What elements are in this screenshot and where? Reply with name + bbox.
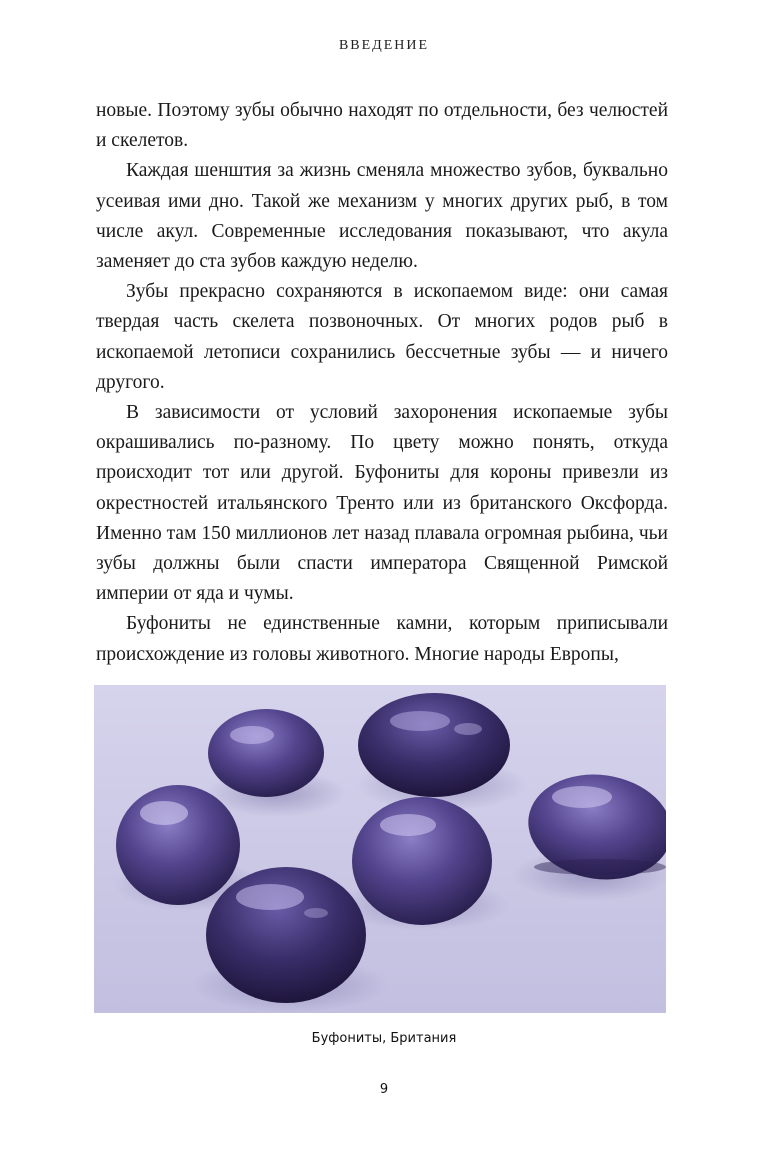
figure-photo	[94, 685, 666, 1013]
fossil-tooth	[206, 867, 366, 1003]
fossil-teeth-illustration	[94, 685, 666, 1013]
paragraph: Зубы прекрасно сохраняются в ископаемом виде: они самая твердая часть скелета позвоночных. От многих родов рыб в ископаемой летописи сохранились бессчетные зубы — и ничего другого.	[96, 281, 668, 393]
figure-caption: Буфониты, Британия	[311, 1031, 457, 1046]
fossil-tooth	[358, 693, 510, 797]
fossil-tooth	[116, 785, 240, 905]
running-head: ВВЕДЕНИЕ	[338, 38, 430, 53]
fossil-tooth	[352, 797, 492, 925]
paragraph: новые. Поэтому зубы обычно находят по отдельности, без челюстей и скелетов.	[96, 100, 668, 152]
fossil-tooth	[208, 709, 324, 797]
paragraph: В зависимости от условий захоронения ископаемые зубы окрашивались по-разному. По цвету можно понять, откуда происходит тот или другой. Буфониты для короны привезли из окрестностей итальянского Тренто или из британского Оксфорда. Именно там 150 миллионов лет назад плавала огромная рыбина, чьи зубы должны были спасти императора Священной Римской империи от яда и чумы.	[96, 402, 668, 605]
paragraph: Буфониты не единственные камни, которым приписывали происхождение из головы животного. Многие народы Европы,	[96, 613, 668, 665]
page-number: 9	[379, 1082, 389, 1097]
body-text	[96, 96, 668, 670]
paragraph: Каждая шенштия за жизнь сменяла множество зубов, буквально усеивая ими дно. Такой же механизм у многих других рыб, в том числе акул. Современные исследования показывают, что акула заменяет до ста зубов каждую неделю.	[96, 160, 668, 273]
